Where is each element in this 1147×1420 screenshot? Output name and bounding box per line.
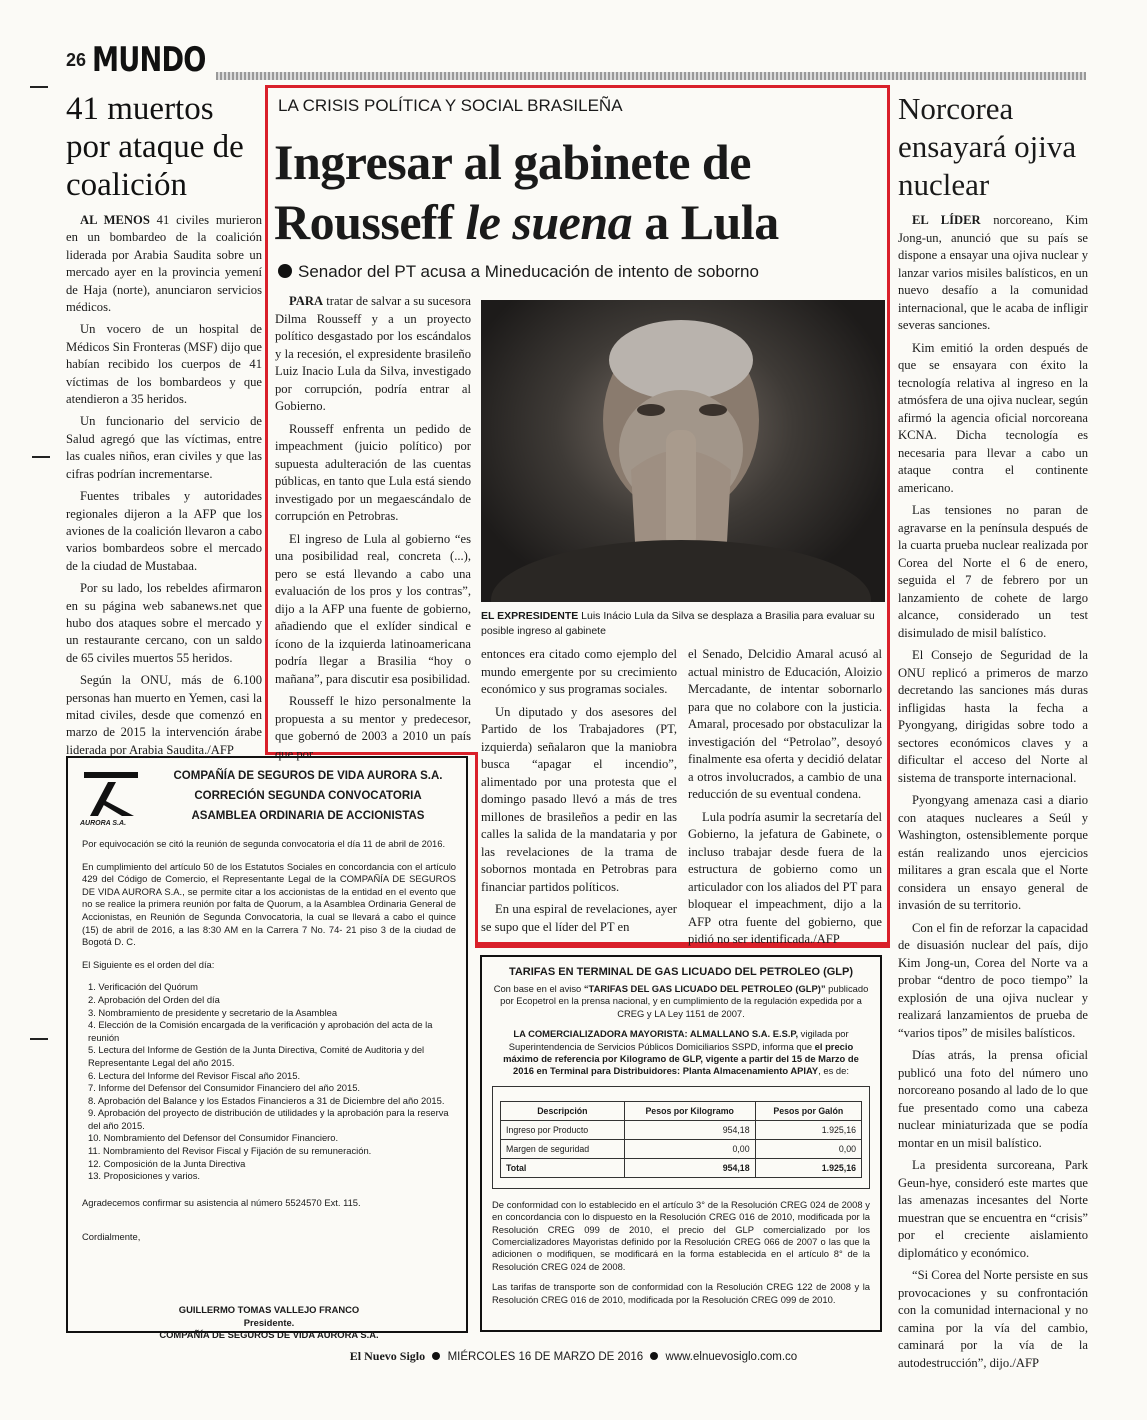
glp-tariff-notice [480, 955, 882, 1332]
text-bold: “TARIFAS DEL GAS LICUADO DEL PETROLEO (GLP)” [583, 983, 826, 994]
lead-word: AL MENOS [80, 213, 150, 227]
main-headline [274, 132, 884, 252]
tariff-table [500, 1101, 862, 1178]
text: publicado por Ecopetrol en la prensa nacional, y en cumplimiento de la regulación expedida por a CREG y LA Ley 1151 de 2007. [500, 983, 869, 1019]
agenda-item: 2. Aprobación del Orden del día [88, 993, 220, 1005]
table-cell: Ingreso por Producto [501, 1120, 625, 1139]
paragraph: En una espiral de revelaciones, ayer se supo que el líder del PT en [481, 902, 677, 934]
signer-name: GUILLERMO TOMAS VALLEJO FRANCO [178, 1304, 360, 1316]
headline-part: a Lula [632, 194, 779, 250]
table-cell: Total [501, 1158, 625, 1177]
table-cell: 1.925,16 [755, 1158, 861, 1177]
tariff-paragraph: Las tarifas de transporte son de conformidad con la Resolución CREG 122 de 2008 y la Resolución CREG 016 de 2010, modificada por la Resolución CREG 099 de 2010. [492, 1281, 870, 1305]
paragraph: Kim emitió la orden después de que se ensayara con éxito la tecnología relativa al ingreso en la atmósfera de una ojiva nuclear, según afirmó la agencia oficial norcoreana KCNA. Dicha tecnología es necesaria para llevar a cabo un ataque contra el continente americano. [898, 340, 1088, 495]
paragraph: entonces era citado como ejemplo del mundo emergente por su crecimiento económico y sus programas sociales. [481, 647, 677, 696]
text: , es de: [818, 1065, 849, 1077]
paragraph: El Consejo de Seguridad de la ONU replicó a primeros de marzo decretando las sanciones más duras infligidas hasta la fecha a Pyongyang, dirigidas sobre todo a sectores económicos claves y a dificultar el acceso del Norte al sistema de transporte internacional. [898, 648, 1088, 785]
table-header-row [501, 1101, 862, 1120]
paragraph: Pyongyang amenaza casi a diario con ataques nucleares a Seúl y Washington, ostensiblemente porque están realizando unos ejercicios militares a gran escala que el Norte considera un ensayo general de invasión de su territorio. [898, 793, 1088, 912]
signer-role: Presidente. [243, 1316, 295, 1328]
notice-body [82, 838, 456, 1342]
paragraph: Fuentes tribales y autoridades regionales dijeron a la AFP que los aviones de la coalición llevaron a cabo varios bombardeos sobre el mercado de la ciudad de Mustabaa. [66, 489, 262, 573]
logo-text: AURORA S.A. [80, 820, 127, 827]
paragraph: Rousseff le hizo personalmente la propuesta a su mentor y predecesor, que gobernó de 2003 a 2010 un país que por [275, 694, 471, 761]
text: vigilada por Superintendencia de Servicios Públicos Domiciliarios SSPD, informa que [508, 1028, 849, 1052]
tariff-paragraph [492, 1028, 870, 1078]
paragraph: Las tensiones no paran de agravarse en la península después de la cuarta prueba nuclear realizada por Corea del Norte el 6 de enero, seguida el 7 de febrero por un lanzamiento de cohete de largo alcance, considerado un test disimulado de misil balístico. [898, 503, 1088, 640]
left-headline: 41 muertos por ataque de coalición [66, 91, 244, 203]
agenda-item: 6. Lectura del Informe del Revisor Fiscal año 2015. [88, 1069, 301, 1081]
table-cell: 0,00 [755, 1139, 861, 1158]
caption-text: Luis Inácio Lula da Silva se desplaza a Brasilia para evaluar su posible ingreso al gabinete [481, 610, 875, 637]
table-cell: 1.925,16 [755, 1120, 861, 1139]
main-article-column-3 [688, 646, 882, 949]
paragraph-text: 41 civiles murieron en un bombardeo de la coalición liderada por Arabia Saudita sobre un mercado ayer en la provincia yemení de Haja (norte), anunciaron servicios médicos. [66, 213, 262, 315]
paragraph-text: norcoreano, Kim Jong-un, anunció que su país se dispone a ensayar una ojiva nuclear y lanzar varios misiles balísticos, en un nuevo desafío a la comunidad internacional, que le acaba de infligir severas sanciones. [898, 213, 1088, 332]
paragraph [66, 212, 262, 316]
notice-paragraph: Agradecemos confirmar su asistencia al número 5524570 Ext. 115. [82, 1196, 361, 1208]
paragraph [275, 293, 471, 416]
agenda-item: 12. Composición de la Junta Directiva [88, 1157, 246, 1169]
table-row [501, 1120, 862, 1139]
margin-mark [30, 86, 48, 88]
notice-paragraph: Por equivocación se citó la reunión de segunda convocatoria el día 11 de abril de 2016. [82, 838, 446, 849]
aurora-notice [66, 756, 468, 1341]
agenda-item: 9. Aprobación del proyecto de distribución de utilidades y la aprobación para la reserva del año 2015. [88, 1107, 449, 1131]
column-header: Pesos por Galón [755, 1101, 861, 1120]
paragraph: “Si Corea del Norte persiste en sus provocaciones y su confrontación con la comunidad internacional y no camina por la vía del cambio, caminará por la vía de la autodestrucción”, dijo./AFP [898, 1268, 1088, 1370]
table-row [501, 1158, 862, 1177]
text-bold: LA COMERCIALIZADORA MAYORISTA: ALMALLANO S.A. E.S.P, [513, 1028, 799, 1040]
text-bold: el precio máximo de referencia por Kilogramo de GLP, vigente a partir del 15 de Marzo de 2016 en Terminal para Distribuidores: Planta Almacenamiento APIAY [503, 1040, 859, 1077]
section-title: MUNDO [92, 40, 206, 80]
lead-word: EL LÍDER [912, 213, 981, 227]
agenda-item: 7. Informe del Defensor del Consumidor Financiero del año 2015. [88, 1082, 361, 1094]
footer-url[interactable]: www.elnuevosiglo.com.co [665, 1351, 798, 1363]
margin-mark [32, 456, 50, 458]
paragraph: Días atrás, la prensa oficial publicó una foto del número uno norcoreano posando al lado de lo que fue presentado como una cabeza nuclear miniaturizada que se podía montar en un misil balístico. [898, 1048, 1088, 1150]
aurora-logo-icon [82, 770, 140, 820]
paragraph [898, 212, 1088, 335]
table-cell: 954,18 [624, 1158, 755, 1177]
right-article-body [898, 212, 1088, 1372]
column-header: Descripción [501, 1101, 625, 1120]
notice-paragraph: El Siguiente es el orden del día: [82, 958, 215, 970]
table-cell: Margen de seguridad [501, 1139, 625, 1158]
margin-mark [30, 1038, 48, 1040]
tariff-paragraph [492, 983, 870, 1020]
tariff-title: TARIFAS EN TERMINAL DE GAS LICUADO DEL PETROLEO (GLP) [508, 966, 854, 978]
paragraph-text: tratar de salvar a su sucesora Dilma Rousseff y a un proyecto político desgastado por los escándalos y la recesión, el expresidente brasileño Luiz Inacio Lula da Silva, investigado por corrupción, podría entrar al Gobierno. [275, 294, 471, 413]
paragraph: Un funcionario del servicio de Salud agregó que las víctimas, entre las cuales niños, eran civiles y que las cifras podrían incrementarse. [66, 414, 262, 481]
paragraph: el Senado, Delcidio Amaral acusó al actual ministro de Educación, Aloizio Mercadante, de intentar sobornarlo para que no colabore con la justicia. Amaral, procesado por obstaculizar la investigación del “Petrolao”, desoyó finalmente esa oferta y decidió delatar a otros involucrados, a cambio de una reducción de su eventual condena. [688, 647, 882, 801]
footer-brand: El Nuevo Siglo [349, 1349, 426, 1363]
table-cell: 0,00 [624, 1139, 755, 1158]
agenda-item: 11. Nombramiento del Revisor Fiscal y Fijación de su remuneración. [88, 1145, 372, 1157]
agenda-item: 5. Lectura del Informe de Gestión de la Junta Directiva, Comité de Auditoria y del Representante Legal del año 2015. [88, 1044, 425, 1068]
page-number: 26 [66, 50, 87, 70]
caption-lead: EL EXPRESIDENTE [481, 610, 579, 622]
table-cell: 954,18 [624, 1120, 755, 1139]
photo-caption [481, 609, 885, 639]
header-rule [216, 72, 1086, 80]
paragraph: El ingreso de Lula al gobierno “es una posibilidad real, concreta (...), pero se está llevando a cabo una evaluación de los pros y los contras”, dijo a la AFP una fuente de gobierno, añadiendo que el exlíder sindical e ícono de la izquierda latinoamericana podría llegar a Brasilia “hoy o mañana”, para discutir esa posibilidad. [275, 531, 471, 686]
paragraph: Rousseff enfrenta un pedido de impeachment (juicio político) por supuesta adulteración de las cuentas públicas, en tanto que Lula está siendo investigado por un megaescándalo de corrupción en Petrobras. [275, 421, 471, 523]
notice-subtitle: CORRECIÓN SEGUNDA CONVOCATORIA [194, 790, 422, 802]
lead-word: PARA [289, 294, 324, 308]
left-article-body [66, 212, 262, 759]
tariff-table-frame [492, 1086, 870, 1189]
notice-title: COMPAÑÍA DE SEGUROS DE VIDA AURORA S.A. [173, 770, 443, 782]
paragraph: Un vocero de un hospital de Médicos Sin Fronteras (MSF) dijo que habían recibido los cuerpos de 41 víctimas de los bombardeos y que atendieron a 35 heridos. [66, 322, 262, 407]
right-headline: Norcorea ensayará ojiva nuclear [898, 91, 1077, 202]
main-article-column-2 [481, 646, 677, 936]
bullet-icon [432, 1352, 440, 1360]
signer-company: COMPAÑÍA DE SEGUROS DE VIDA AURORA S.A. [159, 1329, 379, 1341]
main-article-column-1 [275, 293, 471, 763]
notice-subtitle: ASAMBLEA ORDINARIA DE ACCIONISTAS [191, 810, 425, 822]
agenda-item: 4. Elección de la Comisión encargada de la verificación y aprobación del acta de la reunión [88, 1019, 433, 1043]
paragraph: Con el fin de reforzar la capacidad de disuasión nuclear del país, dijo Kim Jong-un, Corea del Norte va a probar “dentro de poco tiempo” la explosión de una ojiva nuclear y realizará lanzamientos de prueba de “varios tipos” de misiles balísticos. [898, 920, 1088, 1040]
paragraph: Por su lado, los rebeldes afirmaron en su página web sabanews.net que hubo dos ataques sobre el mercado y un restaurante cercano, con un saldo de 65 civiles muertos 55 heridos. [66, 581, 262, 665]
footer-date: MIÉRCOLES 16 DE MARZO DE 2016 [447, 1351, 644, 1363]
notice-paragraph: En cumplimiento del artículo 50 de los Estatutos Sociales en concordancia con el artículo 429 del Código de Comercio, el Representante Legal de la COMPAÑÍA DE SEGUROS DE VIDA AURORA S.A., se permite citar a los accionistas de la entidad en el evento que no se realice la primera reunión por falta de Quorum, a la Asamblea Ordinaria General de Accionistas, en Reunión de Segunda Convocatoria, la cual se llevará a cabo el quince (15) de abril de 2016, a las 8:30 AM en la Carrera 7 No. 74- 21 piso 3 de la ciudad de Bogotá D. C. [82, 860, 456, 948]
column-header: Pesos por Kilogramo [624, 1101, 755, 1120]
paragraph: Según la ONU, más de 6.100 personas han muerto en Yemen, casi la mitad civiles, desde que comenzó en marzo de 2015 la intervención árabe liderada por Arabia Saudita./AFP [66, 673, 262, 757]
portrait-illustration [481, 300, 885, 602]
agenda-item: 13. Proposiciones y varios. [88, 1170, 201, 1182]
agenda-item: 10. Nombramiento del Defensor del Consumidor Financiero. [88, 1132, 339, 1144]
tariff-paragraph: De conformidad con lo establecido en el artículo 3° de la Resolución CREG 024 de 2008 y en concordancia con lo dispuesto en la Resolución CREG 016 de 2010, modificada por la Resolución CREG 099 de 2010, el precio del GLP comercializado por los Comercializadores Mayoristas definido por la Resolución CREG 066 de 2007 o las que la adicionen o modifiquen, se modificará en la forma establecida en el artículo 8° de la Resolución CREG 024 de 2008. [492, 1198, 870, 1272]
paragraph: Un diputado y dos asesores del Partido de los Trabajadores (PT, izquierda) señalaron que la maniobra busca “apagar el incendio”, alimentado por una protesta que el domingo pasado llevó a más de tres millones de brasileños a pedir en las calles la salida de la mandataria y por las revelaciones de la trama de sobornos montada en Petrobras para financiar partidos políticos. [481, 704, 677, 894]
paragraph: La presidenta surcoreana, Park Geun-hye, consideró este martes que las amenazas incesantes del Norte muestran que se encuentra en “crisis” por el creciente aislamiento diplomático y económico. [898, 1158, 1088, 1260]
frame-edge [475, 752, 478, 948]
page-footer [0, 1349, 1147, 1364]
article-photo [481, 300, 885, 602]
headline-emphasis: le suena [465, 194, 633, 250]
paragraph: Lula podría asumir la secretaría del Gobierno, la jefatura de Gabinete, o incluso trabajar desde fuera de la estructura de gobierno como un articulador con los aliados del PT para bloquear el impeachment, dijo a la AFP otra fuente del gobierno, que pidió no ser identificada./AFP [688, 809, 882, 946]
article-kicker: LA CRISIS POLÍTICA Y SOCIAL BRASILEÑA [278, 96, 623, 115]
subheadline-text: Senador del PT acusa a Mineducación de intento de soborno [298, 262, 759, 281]
agenda-list [88, 981, 456, 1183]
headline-part: Ingresar al gabinete de Rousseff [274, 134, 751, 250]
subheadline [278, 262, 878, 282]
text: Con base en el aviso [493, 983, 584, 994]
table-row [501, 1139, 862, 1158]
agenda-item: 1. Verificación del Quórum [88, 981, 198, 993]
agenda-item: 3. Nombramiento de presidente y secretario de la Asamblea [88, 1006, 338, 1018]
closing: Cordialmente, [82, 1231, 141, 1243]
bullet-icon [278, 264, 292, 278]
bullet-icon [650, 1352, 658, 1360]
agenda-item: 8. Aprobación del Balance y los Estados Financieros a 31 de Diciembre del año 2015. [88, 1094, 445, 1106]
